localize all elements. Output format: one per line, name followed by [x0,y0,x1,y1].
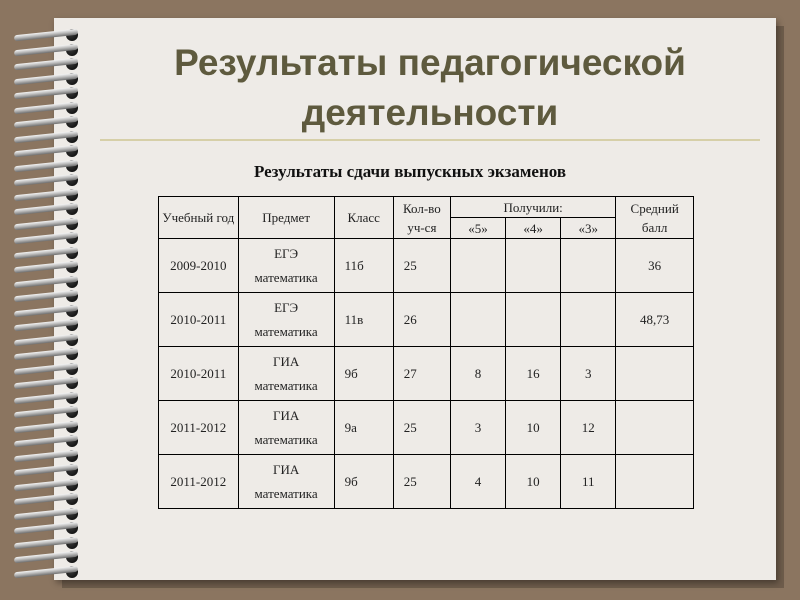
spiral-coil-icon [8,72,86,86]
spiral-coil-icon [8,391,86,405]
spiral-coil-icon [8,565,86,579]
table-row [159,455,694,509]
spiral-coil-icon [8,246,86,260]
table-header [159,197,694,239]
cell-grade-5: 3 [450,401,505,455]
title-divider [100,139,760,141]
cell-grade-5: 4 [450,455,505,509]
spiral-coil-icon [8,376,86,390]
spiral-coil-icon [8,115,86,129]
subject-name: математика [254,485,318,501]
spiral-coil-icon [8,478,86,492]
cell-grade-5: 8 [450,347,505,401]
cell-grade-4 [506,293,561,347]
header-received: Получили: [450,197,615,218]
header-subject: Предмет [238,197,334,239]
cell-grade-3: 11 [561,455,616,509]
cell-count: 27 [393,347,450,401]
cell-grade-3 [561,293,616,347]
spiral-coil-icon [8,144,86,158]
spiral-coil-icon [8,434,86,448]
spiral-coil-icon [8,159,86,173]
table-row [159,401,694,455]
spiral-coil-icon [8,449,86,463]
spiral-coil-icon [8,173,86,187]
exam-type: ГИА [272,407,300,423]
header-grade-3: «3» [561,218,616,239]
spiral-coil-icon [8,536,86,550]
spiral-coil-icon [8,86,86,100]
spiral-coil-icon [8,420,86,434]
subject-name: математика [254,323,318,339]
cell-grade-3 [561,239,616,293]
cell-class: 11в [334,293,393,347]
cell-subject [238,401,334,455]
cell-grade-3: 3 [561,347,616,401]
spiral-coil-icon [8,333,86,347]
header-row-1 [159,197,694,218]
cell-subject [238,455,334,509]
cell-year: 2010-2011 [159,293,239,347]
cell-count: 25 [393,239,450,293]
spiral-coil-icon [8,43,86,57]
cell-average: 36 [616,239,694,293]
cell-subject [238,347,334,401]
cell-average: 48,73 [616,293,694,347]
cell-grade-4 [506,239,561,293]
exam-results-table [158,196,694,509]
title-line-1: Результаты педагогической [174,42,686,83]
cell-class: 9б [334,347,393,401]
page-title [100,38,760,138]
cell-class: 11б [334,239,393,293]
exam-type: ЕГЭ [274,299,299,315]
cell-grade-4: 10 [506,401,561,455]
spiral-coil-icon [8,492,86,506]
spiral-coil-icon [8,347,86,361]
cell-subject [238,239,334,293]
cell-grade-4: 10 [506,455,561,509]
cell-average [616,401,694,455]
cell-count: 25 [393,401,450,455]
cell-year: 2011-2012 [159,455,239,509]
header-count: Кол-во уч-ся [393,197,450,239]
spiral-coil-icon [8,521,86,535]
table-body [159,239,694,509]
spiral-coil-icon [8,260,86,274]
cell-year: 2011-2012 [159,401,239,455]
header-grade-5: «5» [450,218,505,239]
cell-class: 9б [334,455,393,509]
spiral-coil-icon [8,275,86,289]
table-row [159,347,694,401]
table-row [159,239,694,293]
exam-type: ЕГЭ [274,245,299,261]
title-line-2: деятельности [301,92,559,133]
header-class: Класс [334,197,393,239]
cell-average [616,347,694,401]
table-caption: Результаты сдачи выпускных экзаменов [253,162,567,181]
subject-name: математика [254,377,318,393]
header-average: Средний балл [616,197,694,239]
spiral-coil-icon [8,217,86,231]
spiral-coil-icon [8,362,86,376]
spiral-binding-icon [8,18,88,578]
spiral-coil-icon [8,57,86,71]
exam-type: ГИА [272,353,300,369]
cell-year: 2009-2010 [159,239,239,293]
spiral-coil-icon [8,28,86,42]
spiral-coil-icon [8,507,86,521]
subject-name: математика [254,431,318,447]
cell-year: 2010-2011 [159,347,239,401]
cell-class: 9а [334,401,393,455]
header-year: Учебный год [159,197,239,239]
spiral-coil-icon [8,130,86,144]
spiral-coil-icon [8,202,86,216]
cell-average [616,455,694,509]
cell-subject [238,293,334,347]
spiral-coil-icon [8,188,86,202]
spiral-coil-icon [8,550,86,564]
cell-grade-5 [450,293,505,347]
cell-grade-3: 12 [561,401,616,455]
spiral-coil-icon [8,318,86,332]
table-row [159,293,694,347]
spiral-coil-icon [8,231,86,245]
spiral-coil-icon [8,463,86,477]
cell-grade-5 [450,239,505,293]
exam-type: ГИА [272,461,300,477]
spiral-coil-icon [8,405,86,419]
spiral-coil-icon [8,289,86,303]
cell-count: 26 [393,293,450,347]
spiral-coil-icon [8,304,86,318]
subject-name: математика [254,269,318,285]
spiral-coil-icon [8,101,86,115]
cell-grade-4: 16 [506,347,561,401]
header-grade-4: «4» [506,218,561,239]
cell-count: 25 [393,455,450,509]
